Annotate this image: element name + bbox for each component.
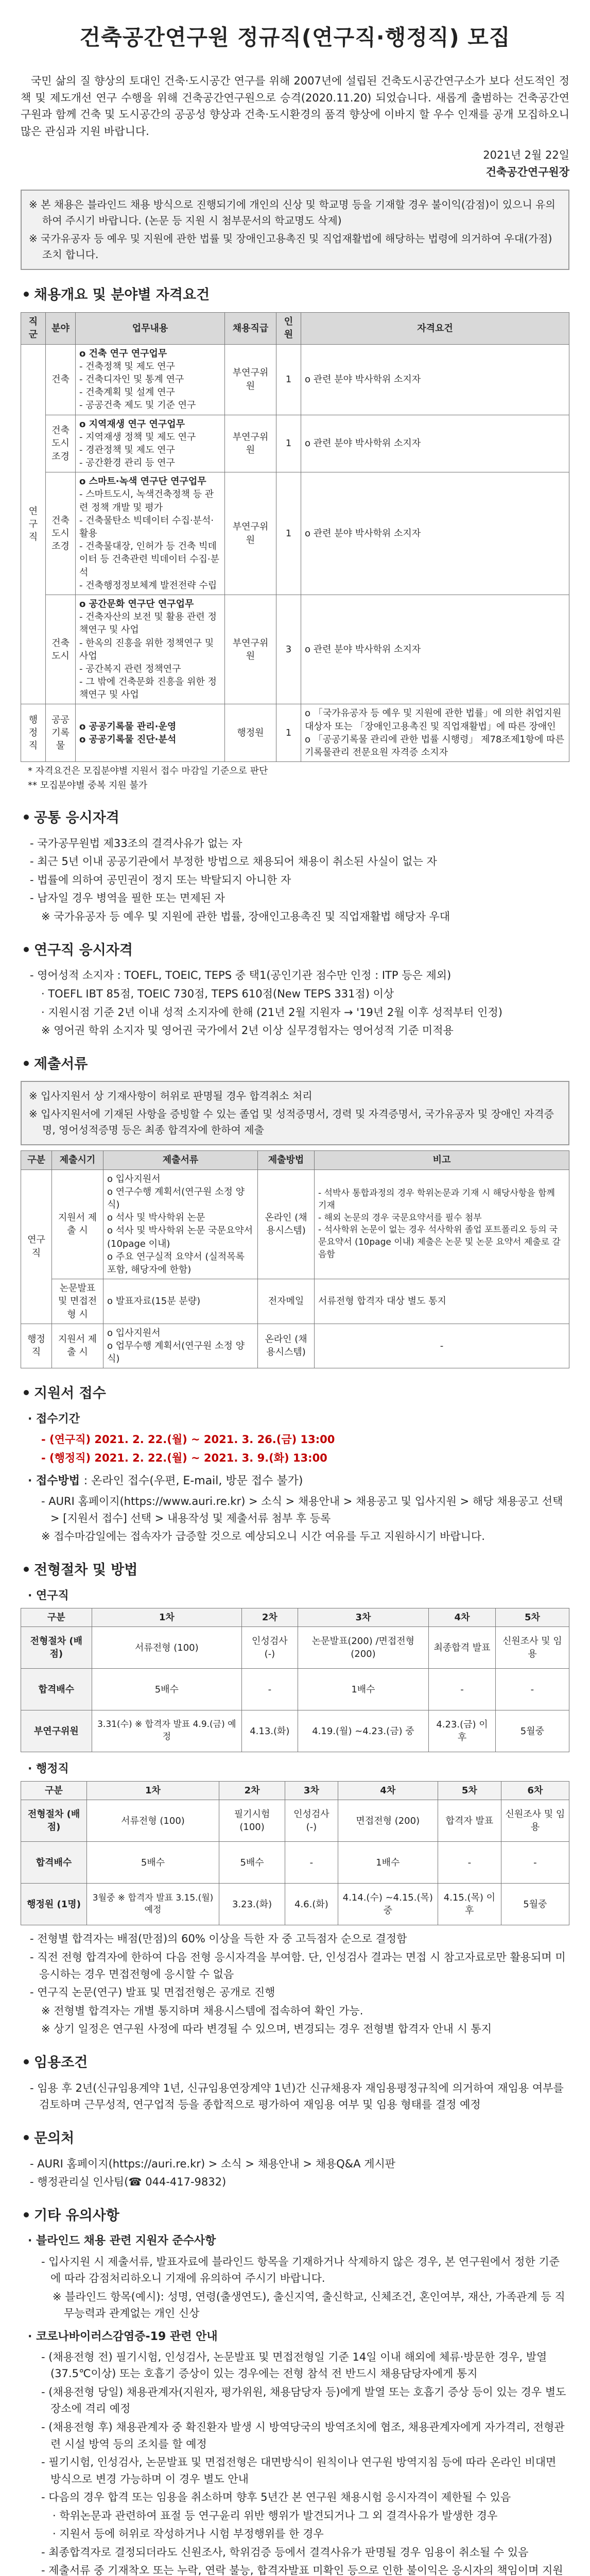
th-count: 인원 xyxy=(276,313,301,344)
count-cell: 1 xyxy=(276,415,301,472)
table-row: 부연구위원 3.31(수) ※ 합격자 발표 4.9.(금) 예정 4.13.(화) 4.19.(월) ~4.23.(금) 중 4.23.(금) 이후 5월중 xyxy=(21,1710,569,1752)
page-title: 건축공간연구원 정규직(연구직·행정직) 모집 xyxy=(79,25,511,50)
table-row xyxy=(21,595,569,704)
grade-cell: 행정원 xyxy=(225,704,276,762)
field-cell: 공공 기록물 xyxy=(46,704,76,762)
bullet-icon xyxy=(24,2212,29,2217)
documents-notice-box xyxy=(21,1081,569,1145)
method-label: · 접수방법 : 온라인 접수(우편, E-mail, 방문 접수 불가) xyxy=(28,1475,303,1488)
blind-label: · 블라인드 채용 관련 지원자 준수사항 xyxy=(28,2234,216,2248)
admin-process-table xyxy=(21,1781,569,1925)
table-row xyxy=(21,704,569,762)
grade-cell: 부연구위원 xyxy=(225,472,276,595)
qual-cell: o 관련 분야 박사학위 소지자 xyxy=(301,344,569,415)
common-qual-note: ※ 국가유공자 등 예우 및 지원에 관한 법률, 장애인고용촉진 및 직업재활법 해당자 우대 xyxy=(41,910,450,923)
grade-cell: 부연구위원 xyxy=(225,415,276,472)
grade-cell: 부연구위원 xyxy=(225,595,276,704)
count-cell: 1 xyxy=(276,344,301,415)
table-row: 연구직 지원서 제출 시 o 입사지원서 o 연구수행 계획서(연구원 소정 양식) o 석사 및 박사학위 논문 o 석사 및 박사학위 논문 국문요약서 (10page 이내) o 주요 연구실적 요약서 (실적목록 포함, 해당자에 한함) 온라인 (채용시스템) - 석박사 통합과정의 경우 학위논문과 기재 시 해당사항을 함께 기재 - 해외 논문의 경우 국문요약서를 필수 첨부 - 석사학위 논문이 없는 경우 석사학위 졸업 포트폴리오 등의 국문요약서 (10page 이내) 제출은 논문 및 논문 요약서 제출로 갈음함 xyxy=(21,1170,569,1279)
contact-link[interactable]: - AURI 홈페이지(https://auri.re.kr) > 소식 > 채용안내 > 채용Q&A 게시판 xyxy=(30,2157,396,2170)
note-veterans: ※ 국가유공자 등 예우 및 지원에 관한 법률 및 장애인고용촉진 및 직업재활법에 해당하는 법령에 의거하여 우대(가점)조치 합니다. xyxy=(29,232,552,261)
table-row: 논문발표 및 면접전형 시 o 발표자료(15분 분량) 전자메일 서류전형 합격자 대상 별도 통지 xyxy=(21,1279,569,1324)
misc-line: · 지원서 등에 허위로 작성하거나 시험 부정행위를 한 경우 xyxy=(53,2528,324,2540)
table-row xyxy=(21,344,569,415)
process-line: - 연구직 논문(연구) 발표 및 면접전형은 공개로 진행 xyxy=(30,1986,275,1999)
duty-cell: o 스마트·녹색 연구단 연구업무 - 스마트도시, 녹색건축정책 등 관련 정책 개발 및 평가 - 건축물탄소 빅데이터 수집·분석·활용 - 건축물대장, 인허가 등 건축 빅데이터 등 건축관련 빅데이터 수집·분석 - 건축행정정보체계 발전전략 수립 xyxy=(76,472,225,595)
common-qual-line: - 남자일 경우 병역을 필한 또는 면제된 자 xyxy=(30,892,225,905)
admin-process-label: · 행정직 xyxy=(28,1762,69,1776)
common-qual-line: - 최근 5년 이내 공공기관에서 부정한 방법으로 채용되어 채용이 취소된 사실이 없는 자 xyxy=(30,855,437,868)
section-heading-process: 전형절차 및 방법 xyxy=(21,1560,569,1581)
section-heading-appointment: 임용조건 xyxy=(21,2052,569,2074)
covid-label: · 코로나바이러스감염증-19 관련 안내 xyxy=(28,2330,218,2343)
english-line: · TOEFL IBT 85점, TOEIC 730점, TEPS 610점(New TEPS 331점) 이상 xyxy=(41,987,394,1000)
notice-signer: 건축공간연구원장 xyxy=(485,165,569,178)
table-row: 합격배수 5배수 5배수 - 1배수 - - xyxy=(21,1842,569,1884)
group-admin: 행정직 xyxy=(21,704,46,762)
process-note: ※ 전형별 합격자는 개별 통지하며 채용시스템에 접속하여 확인 가능. xyxy=(41,2004,363,2017)
section-heading-overview: 채용개요 및 분야별 자격요건 xyxy=(21,284,569,306)
table-footnote: * 자격요건은 모집분야별 지원서 접수 마감일 기준으로 판단 xyxy=(28,766,268,777)
english-line: · 지원시점 기준 2년 이내 성적 소지자에 한해 (21년 2월 지원자 → '19년 2월 이후 성적부터 인정) xyxy=(41,1006,502,1019)
note-blind: ※ 본 채용은 블라인드 채용 방식으로 진행되기에 개인의 신상 및 학교명 등을 기재할 경우 불이익(감점)이 있으니 유의하여 주시기 바랍니다. (논문 등 지원 시 첨부문서의 학교명도 삭제) xyxy=(29,198,556,227)
bullet-icon xyxy=(24,2059,29,2064)
bullet-icon xyxy=(24,1567,29,1572)
th-field: 분야 xyxy=(46,313,76,344)
documents-note: ※ 입사지원서 상 기재사항이 허위로 판명될 경우 합격취소 처리 xyxy=(29,1090,313,1103)
field-cell: 건축 xyxy=(46,344,76,415)
table-header-row: 구분 제출시기 제출서류 제출방법 비고 xyxy=(21,1151,569,1170)
table-header-row: 구분 1차 2차 3차 4차 5차 6차 xyxy=(21,1782,569,1800)
th-duty: 업무내용 xyxy=(76,313,225,344)
notice-date: 2021년 2월 22일 xyxy=(483,149,569,162)
table-row: 행정원 (1명) 3월중 ※ 합격자 발표 3.15.(월) 예정 3.23.(화) 4.6.(화) 4.14.(수) ~4.15.(목) 중 4.15.(목) 이후 5월중 xyxy=(21,1884,569,1925)
table-row: 전형절차 (배점) 서류전형 (100) 필기시험 (100) 인성검사 (-) 면접전형 (200) 합격자 발표 신원조사 및 임용 xyxy=(21,1800,569,1842)
period-research: - (연구직) 2021. 2. 22.(월) ~ 2021. 3. 26.(금) 13:00 xyxy=(41,1433,335,1446)
table-row: 행정직 지원서 제출 시 o 입사지원서 o 업무수행 계획서(연구원 소정 양식) 온라인 (채용시스템) - xyxy=(21,1324,569,1368)
th-qual: 자격요건 xyxy=(301,313,569,344)
duty-cell: o 공간문화 연구단 연구업무 - 건축자산의 보전 및 활용 관련 정책연구 및 사업 - 한옥의 진흥을 위한 정책연구 및 사업 - 공간복지 관련 정책연구 - 그 밖에 건축문화 진흥을 위한 정책연구 및 사업 xyxy=(76,595,225,704)
misc-line: · 학위논문과 관련하여 표절 등 연구윤리 위반 행위가 발견되거나 그 외 결격사유가 발생한 경우 xyxy=(53,2509,498,2522)
bullet-icon xyxy=(24,947,29,952)
qual-cell: o 관련 분야 박사학위 소지자 xyxy=(301,472,569,595)
research-process-label: · 연구직 xyxy=(28,1589,69,1602)
misc-line: - 제출서류 중 기재착오 또는 누락, 연락 불능, 합격자발표 미확인 등으로 인한 불이익은 응시자의 책임이며 지원 xyxy=(41,2564,563,2576)
common-qual-line: - 국가공무원법 제33조의 결격사유가 없는 자 xyxy=(30,837,242,850)
count-cell: 1 xyxy=(276,704,301,762)
table-row: 전형절차 (배점) 서류전형 (100) 인성검사 (-) 논문발표(200) /면접전형(200) 최종합격 발표 신원조사 및 임용 xyxy=(21,1627,569,1669)
section-heading-contact: 문의처 xyxy=(21,2128,569,2149)
table-row: 합격배수 5배수 - 1배수 - - xyxy=(21,1669,569,1710)
section-heading-research-qual: 연구직 응시자격 xyxy=(21,940,569,961)
misc-line: - (채용전형 전) 필기시험, 인성검사, 논문발표 및 면접전형일 기준 14일 이내 해외에 체류·방문한 경우, 발열(37.5℃이상) 또는 호흡기 증상이 있는 경우에는 전형 참석 전 반드시 채용담당자에게 통지 xyxy=(41,2350,547,2380)
misc-line: - 다음의 경우 합격 또는 임용을 취소하며 향후 5년간 본 연구원 채용시험 응시자격이 제한될 수 있음 xyxy=(41,2491,511,2504)
process-line: - 직전 전형 합격자에 한하여 다음 전형 응시자격을 부여함. 단, 인성검사 결과는 면접 시 참고자료로만 활용되며 미 응시하는 경우 면접전형에 응시할 수 없음 xyxy=(30,1951,566,1980)
bullet-icon xyxy=(24,1390,29,1395)
documents-table xyxy=(21,1150,569,1368)
table-row xyxy=(21,415,569,472)
common-qual-line: - 법률에 의하여 공민권이 정지 또는 박탈되지 아니한 자 xyxy=(30,873,291,886)
section-heading-documents: 제출서류 xyxy=(21,1054,569,1075)
application-note: ※ 접수마감일에는 접속자가 급증할 것으로 예상되오니 시간 여유를 두고 지원하시기 바랍니다. xyxy=(41,1530,485,1543)
bullet-icon xyxy=(24,2135,29,2140)
qual-cell: o 「국가유공자 등 예우 및 지원에 관한 법률」에 의한 취업지원 대상자 또는 「장애인고용촉진 및 직업재활법」에 따른 장애인 o 「공공기록물 관리에 관한 법률 시행령」 제78조제1항에 따른 기록물관리 전문요원 자격증 소지자 xyxy=(301,704,569,762)
section-heading-common: 공통 응시자격 xyxy=(21,807,569,829)
duty-cell: o 건축 연구 연구업무 - 건축정책 및 제도 연구 - 건축디자인 및 통계 연구 - 건축계획 및 설계 연구 - 공공건축 제도 및 기준 연구 xyxy=(76,344,225,415)
research-process-table xyxy=(21,1608,569,1752)
grade-cell: 부연구위원 xyxy=(225,344,276,415)
field-cell: 건축 도시 조경 xyxy=(46,415,76,472)
count-cell: 3 xyxy=(276,595,301,704)
table-footnote: ** 모집분야별 중복 지원 불가 xyxy=(28,780,148,791)
group-research: 연구직 xyxy=(21,344,46,704)
th-grade: 채용직급 xyxy=(225,313,276,344)
section-heading-application: 지원서 접수 xyxy=(21,1383,569,1404)
english-note: ※ 영어권 학위 소지자 및 영어권 국가에서 2년 이상 실무경험자는 영어성적 기준 미적용 xyxy=(41,1024,454,1037)
intro-paragraph: 국민 삶의 질 향상의 토대인 건축·도시공간 연구를 위해 2007년에 설립된 건축도시공간연구소가 보다 선도적인 정책 및 제도개선 연구 수행을 위해 건축공간연구원으로 승격(2020.11.20) 되었습니다. 새롭게 출범하는 건축공간연구원과 함께 건축 및 도시공간의 공공성 향상과 건축·도시환경의 품격 향상에 이바지 할 우수 인재를 공개 모집하오니 많은 관심과 지원 바랍니다. xyxy=(21,75,569,138)
field-cell: 건축 도시 xyxy=(46,595,76,704)
count-cell: 1 xyxy=(276,472,301,595)
duty-cell: o 공공기록물 관리·운영 o 공공기록물 진단·분석 xyxy=(76,704,225,762)
english-line: - 영어성적 소지자 : TOEFL, TOEIC, TEPS 중 택1(공인기관 점수만 인정 : ITP 등은 제외) xyxy=(30,969,452,982)
position-table xyxy=(21,312,569,762)
bullet-icon xyxy=(24,292,29,297)
contact-phone: - 행정관리실 인사팀(☎ 044-417-9832) xyxy=(30,2176,227,2189)
process-line: - 전형별 합격자는 배점(만점)의 60% 이상을 득한 자 중 고득점자 순으로 결정함 xyxy=(30,1933,407,1945)
field-cell: 건축 도시 조경 xyxy=(46,472,76,595)
table-header-row: 구분 1차 2차 3차 4차 5차 xyxy=(21,1608,569,1626)
misc-line: - 입사지원 시 제출서류, 발표자료에 블라인드 항목을 기재하거나 삭제하지 않은 경우, 본 연구원에서 정한 기준에 따라 감점처리하오니 기재에 유의하여 주시기 바랍니다. xyxy=(41,2255,560,2285)
period-admin: - (행정직) 2021. 2. 22.(월) ~ 2021. 3. 9.(화) 13:00 xyxy=(41,1451,327,1464)
misc-line: - 필기시험, 인성검사, 논문발표 및 면접전형은 대면방식이 원칙이나 연구원 방역지침 등에 따라 온라인 비대면 방식으로 변경 가능하며 이 경우 별도 안내 xyxy=(41,2456,557,2485)
misc-line: - (채용전형 당일) 채용관계자(지원자, 평가위원, 채용담당자 등)에게 발열 또는 호흡기 증상 등이 있는 경우 별도장소에 격리 예정 xyxy=(41,2385,566,2415)
th-group: 직군 xyxy=(21,313,46,344)
table-row xyxy=(21,472,569,595)
qual-cell: o 관련 분야 박사학위 소지자 xyxy=(301,595,569,704)
documents-note: ※ 입사지원서에 기재된 사항을 증빙할 수 있는 졸업 및 성적증명서, 경력 및 자격증명서, 국가유공자 및 장애인 자격증명, 영어성적증명 등은 최종 합격자에 한하여 제출 xyxy=(29,1108,554,1137)
bullet-icon xyxy=(24,815,29,820)
bullet-icon xyxy=(24,1061,29,1066)
period-label: · 접수기간 xyxy=(28,1413,80,1426)
qual-cell: o 관련 분야 박사학위 소지자 xyxy=(301,415,569,472)
table-header-row xyxy=(21,313,569,344)
notice-box xyxy=(21,190,569,270)
misc-note: ※ 블라인드 항목(예시): 성명, 연령(출생연도), 출신지역, 출신학교, 신체조건, 혼인여부, 재산, 가족관계 등 직무능력과 관계없는 개인 신상 xyxy=(53,2290,565,2320)
appointment-line: - 임용 후 2년(신규임용계약 1년, 신규임용연장계약 1년)간 신규채용자 재임용평정규칙에 의거하여 재임용 여부를 검토하며 근무성적, 연구업적 등을 종합적으로 평가하여 재임용 여부 및 임용 형태를 결정 예정 xyxy=(30,2081,564,2111)
application-path: - AURI 홈페이지(https://www.auri.re.kr) > 소식 > 채용안내 > 채용공고 및 입사지원 > 해당 채용공고 선택 > [지원서 접수] 선택 > 내용작성 및 제출서류 첨부 후 등록 xyxy=(41,1495,563,1524)
section-heading-misc: 기타 유의사항 xyxy=(21,2205,569,2227)
process-note: ※ 상기 일정은 연구원 사정에 따라 변경될 수 있으며, 변경되는 경우 전형별 합격자 안내 시 통지 xyxy=(41,2023,492,2036)
misc-line: - (채용전형 후) 채용관계자 중 확진환자 발생 시 방역당국의 방역조치에 협조, 채용관계자에게 자가격리, 전형관련 시설 방역 등의 조치를 할 예정 xyxy=(41,2421,565,2450)
duty-cell: o 지역재생 연구 연구업무 - 지역재생 정책 및 제도 연구 - 경관정책 및 제도 연구 - 공간환경 관리 등 연구 xyxy=(76,415,225,472)
misc-line: - 최종합격자로 결정되더라도 신원조사, 학위검증 등에서 결격사유가 판명될 경우 임용이 취소될 수 있음 xyxy=(41,2546,529,2558)
